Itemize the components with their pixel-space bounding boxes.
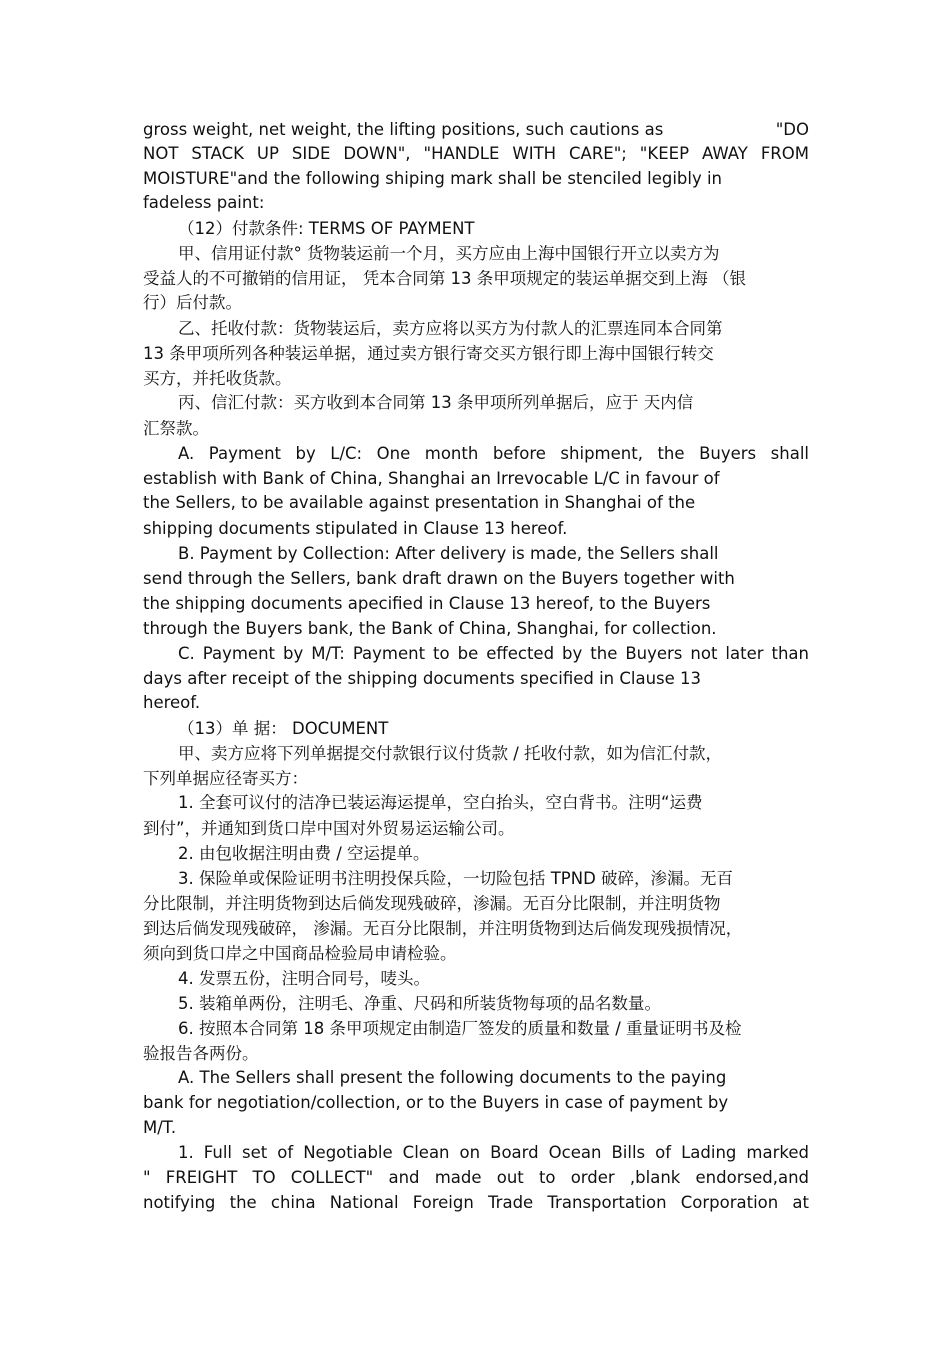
text-line: C. Payment by M/T: Payment to be effected by the Buyers not later than — [178, 644, 809, 663]
text-line: 甲、卖方应将下列单据提交付款银行议付货款 / 托收付款，如为信汇付款， — [178, 744, 723, 763]
quote-fragment: "DO — [775, 120, 809, 139]
text-line: （12）付款条件: TERMS OF PAYMENT — [178, 219, 475, 238]
text-line: 13 条甲项所列各种装运单据，通过卖方银行寄交买方银行即上海中国银行转交 — [143, 344, 714, 363]
text-line: 分比限制，并注明货物到达后倘发现残破碎，渗漏。无百分比限制，并注明货物 — [143, 894, 721, 913]
text-line: 甲、信用证付款° 货物装运前一个月，买方应由上海中国银行开立以卖方为 — [178, 244, 720, 263]
text-line: 验报告各两份。 — [143, 1044, 259, 1063]
text-line: the Sellers, to be available against presentation in Shanghai of the — [143, 493, 696, 512]
text-line: days after receipt of the shipping documents specified in Clause 13 — [143, 669, 702, 688]
text-line: hereof. — [143, 693, 201, 712]
text-line: 6. 按照本合同第 18 条甲项规定由制造厂签发的质量和数量 / 重量证明书及检 — [178, 1019, 742, 1038]
text-line: notifying the china National Foreign Trade Transportation Corporation at — [143, 1193, 809, 1212]
text-line: 1. 全套可议付的洁净已装运海运提单，空白抬头，空白背书。注明“运费 — [178, 793, 703, 812]
text-line: 买方，并托收货款。 — [143, 369, 292, 388]
text-line: gross weight, net weight, the lifting positions, such cautions as — [143, 120, 664, 139]
text-line: the shipping documents apecified in Clause 13 hereof, to the Buyers — [143, 594, 711, 613]
text-line: M/T. — [143, 1118, 177, 1137]
text-line: fadeless paint: — [143, 193, 265, 212]
text-line: 受益人的不可撤销的信用证， 凭本合同第 13 条甲项规定的装运单据交到上海 （银 — [143, 269, 746, 288]
text-line: A. The Sellers shall present the following documents to the paying — [178, 1068, 727, 1087]
text-line: 丙、信汇付款：买方收到本合同第 13 条甲项所列单据后，应于 天内信 — [178, 393, 694, 412]
text-line: B. Payment by Collection: After delivery is made, the Sellers shall — [178, 544, 719, 563]
text-line: 到付”，并通知到货口岸中国对外贸易运运输公司。 — [143, 819, 515, 838]
text-line: 行）后付款。 — [143, 293, 242, 312]
text-line: 到达后倘发现残破碎， 渗漏。无百分比限制，并注明货物到达后倘发现残损情况， — [143, 919, 743, 938]
text-line: MOISTURE"and the following shiping mark shall be stenciled legibly in — [143, 169, 723, 188]
text-line: 下列单据应径寄买方： — [143, 769, 308, 788]
text-line: send through the Sellers, bank draft drawn on the Buyers together with — [143, 569, 735, 588]
text-line: establish with Bank of China, Shanghai an Irrevocable L/C in favour of — [143, 469, 720, 488]
text-line: 汇祭款。 — [143, 419, 209, 438]
text-line: （13）单 据： DOCUMENT — [178, 719, 389, 738]
text-line: bank for negotiation/collection, or to the Buyers in case of payment by — [143, 1093, 729, 1112]
text-line: A. Payment by L/C: One month before shipment, the Buyers shall — [178, 444, 809, 463]
text-line: 5. 装箱单两份，注明毛、净重、尺码和所装货物每项的品名数量。 — [178, 994, 661, 1013]
text-line: through the Buyers bank, the Bank of China, Shanghai, for collection. — [143, 619, 717, 638]
text-line: " FREIGHT TO COLLECT" and made out to order ,blank endorsed,and — [143, 1168, 809, 1187]
text-line: 须向到货口岸之中国商品检验局申请检验。 — [143, 944, 457, 963]
text-line: NOT STACK UP SIDE DOWN", "HANDLE WITH CARE"; "KEEP AWAY FROM — [143, 144, 809, 163]
text-line: 3. 保险单或保险证明书注明投保兵险，一切险包括 TPND 破碎，渗漏。无百 — [178, 869, 734, 888]
text-line: 乙、托收付款：货物装运后，卖方应将以买方为付款人的汇票连同本合同第 — [178, 319, 723, 338]
text-line: shipping documents stipulated in Clause 13 hereof. — [143, 519, 568, 538]
text-line: 4. 发票五份，注明合同号，唛头。 — [178, 969, 430, 988]
text-line: 1. Full set of Negotiable Clean on Board Ocean Bills of Lading marked — [178, 1143, 809, 1162]
text-line: 2. 由包收据注明由费 / 空运提单。 — [178, 844, 430, 863]
